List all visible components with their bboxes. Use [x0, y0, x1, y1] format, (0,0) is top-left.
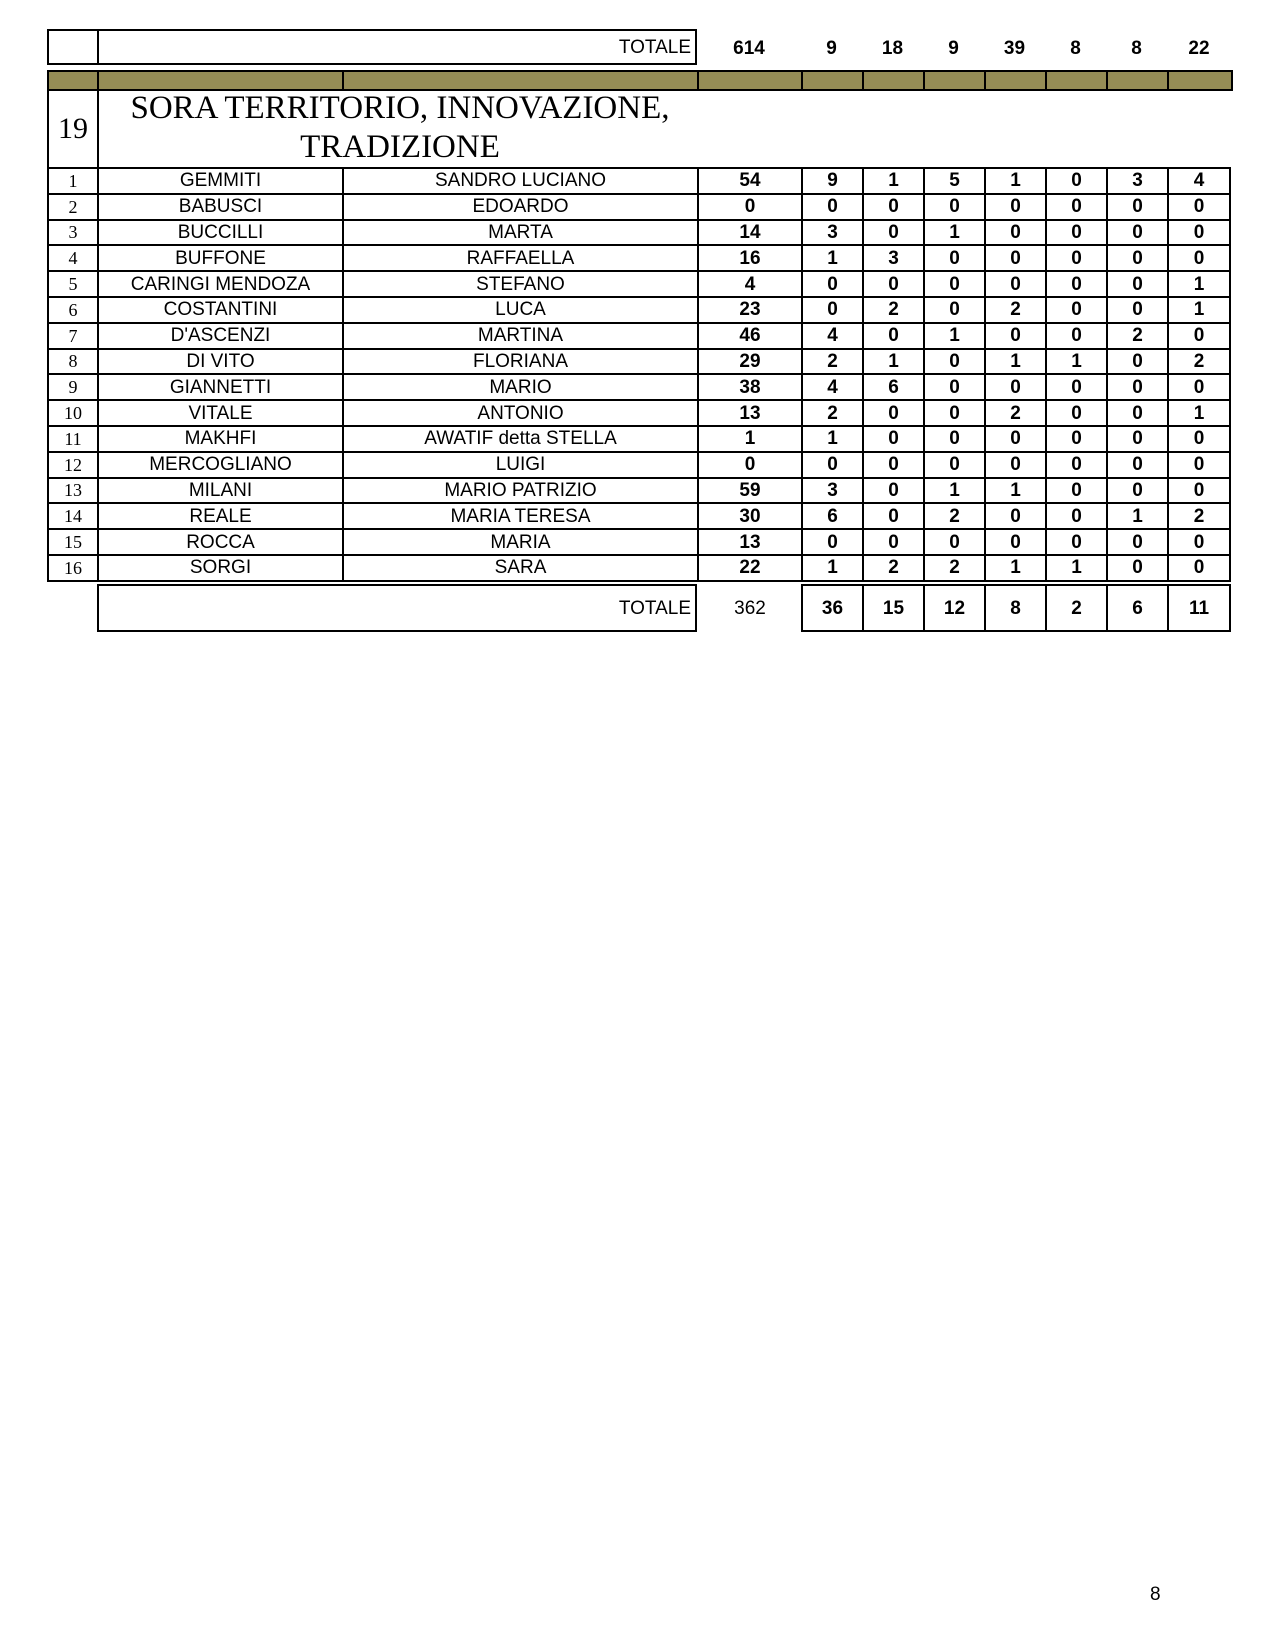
candidate-value: 0: [1106, 219, 1169, 247]
candidate-number: 13: [47, 477, 99, 505]
prev-total-label: TOTALE: [97, 29, 697, 65]
candidate-name: RAFFAELLA: [342, 244, 699, 272]
candidate-name: MARIA: [342, 528, 699, 556]
separator-band-cell: [47, 70, 101, 91]
candidate-value: 1: [923, 322, 986, 350]
separator-band-cell: [862, 70, 925, 91]
candidate-value: 0: [862, 193, 925, 221]
candidate-value: 1: [1106, 502, 1169, 530]
page-number: 8: [1150, 1584, 1161, 1605]
candidate-value: 0: [923, 373, 986, 401]
candidate-name: STEFANO: [342, 270, 699, 298]
candidate-value: 0: [923, 244, 986, 272]
list-total-value: 6: [1106, 584, 1169, 632]
candidate-value: 0: [923, 348, 986, 376]
list-total-value: 12: [923, 584, 986, 632]
candidate-value: 0: [862, 425, 925, 453]
candidate-value: 0: [1167, 193, 1231, 221]
candidate-number: 4: [47, 244, 99, 272]
prev-total-value: 9: [948, 37, 959, 59]
candidate-value: 0: [1106, 296, 1169, 324]
candidate-surname: BABUSCI: [97, 193, 344, 221]
candidate-name: MARIO PATRIZIO: [342, 477, 699, 505]
candidate-value: 0: [1106, 244, 1169, 272]
candidate-surname: ROCCA: [97, 528, 344, 556]
candidate-name: MARTA: [342, 219, 699, 247]
list-name-line1: SORA TERRITORIO, INNOVAZIONE,: [130, 90, 670, 126]
candidate-value: 0: [1106, 451, 1169, 479]
candidate-value: 1: [801, 244, 864, 272]
candidate-value: 0: [1045, 399, 1108, 427]
candidate-value: 3: [801, 477, 864, 505]
candidate-surname: D'ASCENZI: [97, 322, 344, 350]
candidate-name: MARIO: [342, 373, 699, 401]
prev-total-value: 22: [1188, 37, 1210, 59]
list-total-value: 2: [1045, 584, 1108, 632]
candidate-value: 14: [697, 219, 803, 247]
candidate-value: 0: [1167, 554, 1231, 582]
candidate-number: 6: [47, 296, 99, 324]
candidate-value: 0: [984, 451, 1047, 479]
candidate-value: 1: [1167, 399, 1231, 427]
candidate-value: 0: [1167, 373, 1231, 401]
candidate-value: 0: [1106, 270, 1169, 298]
candidate-value: 0: [1167, 244, 1231, 272]
candidate-value: 4: [697, 270, 803, 298]
list-total-label: TOTALE: [97, 584, 697, 632]
candidate-value: 0: [984, 193, 1047, 221]
candidate-value: 0: [862, 219, 925, 247]
candidate-number: 15: [47, 528, 99, 556]
candidate-value: 2: [801, 348, 864, 376]
separator-band-cell: [1167, 70, 1233, 91]
candidate-value: 0: [1045, 477, 1108, 505]
candidate-value: 0: [862, 451, 925, 479]
candidate-value: 0: [862, 477, 925, 505]
candidate-value: 1: [801, 554, 864, 582]
candidate-surname: GEMMITI: [97, 167, 344, 195]
list-total-value: 362: [734, 597, 766, 619]
candidate-value: 2: [1106, 322, 1169, 350]
candidate-value: 2: [1167, 502, 1231, 530]
candidate-value: 0: [862, 502, 925, 530]
candidate-value: 0: [984, 219, 1047, 247]
candidate-value: 0: [1106, 554, 1169, 582]
candidate-value: 0: [1045, 167, 1108, 195]
candidate-value: 6: [801, 502, 864, 530]
candidate-value: 29: [697, 348, 803, 376]
candidate-value: 3: [801, 219, 864, 247]
candidate-name: LUCA: [342, 296, 699, 324]
prev-total-value: 18: [881, 37, 904, 59]
list-name-line2: TRADIZIONE: [300, 129, 500, 165]
candidate-value: 30: [697, 502, 803, 530]
candidate-value: 0: [984, 270, 1047, 298]
separator-band-cell: [342, 70, 701, 91]
prev-total-value: 39: [1003, 37, 1026, 59]
candidate-value: 0: [1045, 296, 1108, 324]
candidate-value: 1: [923, 477, 986, 505]
separator-band-cell: [984, 70, 1047, 91]
candidate-value: 22: [697, 554, 803, 582]
candidate-value: 5: [923, 167, 986, 195]
candidate-value: 1: [697, 425, 803, 453]
candidate-value: 0: [1045, 219, 1108, 247]
candidate-value: 0: [923, 193, 986, 221]
candidate-value: 0: [923, 399, 986, 427]
candidate-value: 0: [984, 373, 1047, 401]
candidate-value: 2: [923, 502, 986, 530]
separator-band-cell: [923, 70, 986, 91]
candidate-value: 2: [862, 296, 925, 324]
candidate-surname: BUFFONE: [97, 244, 344, 272]
candidate-surname: CARINGI MENDOZA: [97, 270, 344, 298]
candidate-value: 0: [1106, 528, 1169, 556]
candidate-value: 1: [984, 477, 1047, 505]
candidate-surname: BUCCILLI: [97, 219, 344, 247]
candidate-number: 3: [47, 219, 99, 247]
candidate-value: 0: [862, 270, 925, 298]
candidate-value: 16: [697, 244, 803, 272]
candidate-value: 0: [1045, 322, 1108, 350]
candidate-value: 4: [801, 322, 864, 350]
candidate-value: 0: [862, 399, 925, 427]
candidate-name: AWATIF detta STELLA: [342, 425, 699, 453]
candidate-value: 0: [697, 193, 803, 221]
candidate-value: 0: [862, 322, 925, 350]
candidate-value: 0: [801, 193, 864, 221]
candidate-number: 5: [47, 270, 99, 298]
separator-band-cell: [697, 70, 803, 91]
candidate-value: 0: [1106, 477, 1169, 505]
candidate-value: 9: [801, 167, 864, 195]
list-number: 19: [47, 89, 99, 169]
candidate-name: MARTINA: [342, 322, 699, 350]
candidate-value: 1: [1167, 270, 1231, 298]
candidate-value: 1: [984, 167, 1047, 195]
candidate-value: 1: [1167, 296, 1231, 324]
candidate-surname: GIANNETTI: [97, 373, 344, 401]
candidate-value: 0: [1106, 399, 1169, 427]
candidate-number: 2: [47, 193, 99, 221]
prev-total-empty-cell: [47, 29, 99, 65]
candidate-surname: VITALE: [97, 399, 344, 427]
candidate-value: 0: [862, 528, 925, 556]
candidate-value: 0: [923, 528, 986, 556]
candidate-value: 0: [1167, 219, 1231, 247]
candidate-value: 59: [697, 477, 803, 505]
candidate-value: 0: [923, 425, 986, 453]
list-total-value: 11: [1167, 584, 1231, 632]
candidate-value: 0: [1045, 373, 1108, 401]
candidate-number: 12: [47, 451, 99, 479]
candidate-surname: COSTANTINI: [97, 296, 344, 324]
candidate-number: 7: [47, 322, 99, 350]
candidate-value: 0: [1045, 528, 1108, 556]
prev-total-value: 8: [1070, 37, 1081, 59]
candidate-value: 46: [697, 322, 803, 350]
candidate-surname: DI VITO: [97, 348, 344, 376]
candidate-value: 0: [801, 270, 864, 298]
candidate-name: LUIGI: [342, 451, 699, 479]
candidate-surname: SORGI: [97, 554, 344, 582]
candidate-value: 0: [1045, 270, 1108, 298]
candidate-value: 3: [1106, 167, 1169, 195]
candidate-value: 1: [801, 425, 864, 453]
candidate-value: 0: [1106, 373, 1169, 401]
candidate-number: 11: [47, 425, 99, 453]
candidate-surname: MILANI: [97, 477, 344, 505]
candidate-value: 1: [1045, 554, 1108, 582]
separator-band-cell: [1045, 70, 1108, 91]
prev-total-value: 614: [733, 37, 765, 59]
candidate-value: 0: [1167, 425, 1231, 453]
candidate-value: 0: [1045, 425, 1108, 453]
candidate-value: 0: [1045, 193, 1108, 221]
candidate-value: 0: [923, 451, 986, 479]
candidate-surname: MAKHFI: [97, 425, 344, 453]
prev-total-value: 8: [1131, 37, 1142, 59]
candidate-value: 2: [984, 399, 1047, 427]
candidate-value: 0: [1106, 348, 1169, 376]
candidate-value: 0: [1167, 477, 1231, 505]
candidate-name: EDOARDO: [342, 193, 699, 221]
candidate-value: 13: [697, 528, 803, 556]
candidate-value: 1: [862, 348, 925, 376]
list-total-value: 15: [862, 584, 925, 632]
candidate-value: 0: [1167, 322, 1231, 350]
candidate-value: 0: [801, 528, 864, 556]
candidate-value: 1: [1045, 348, 1108, 376]
candidate-value: 2: [984, 296, 1047, 324]
list-total-value: 36: [801, 584, 864, 632]
candidate-value: 2: [923, 554, 986, 582]
separator-band-cell: [1106, 70, 1169, 91]
candidate-value: 13: [697, 399, 803, 427]
candidate-value: 0: [1167, 451, 1231, 479]
candidate-value: 2: [801, 399, 864, 427]
candidate-value: 4: [801, 373, 864, 401]
candidate-value: 0: [984, 528, 1047, 556]
candidate-value: 2: [1167, 348, 1231, 376]
candidate-number: 14: [47, 502, 99, 530]
candidate-value: 6: [862, 373, 925, 401]
candidate-value: 0: [984, 244, 1047, 272]
candidate-name: MARIA TERESA: [342, 502, 699, 530]
candidate-value: 0: [1045, 502, 1108, 530]
candidate-value: 0: [1045, 244, 1108, 272]
candidate-value: 54: [697, 167, 803, 195]
list-total-value: 8: [984, 584, 1047, 632]
candidate-name: SANDRO LUCIANO: [342, 167, 699, 195]
prev-total-value: 9: [826, 37, 837, 59]
candidate-value: 0: [1106, 193, 1169, 221]
candidate-number: 8: [47, 348, 99, 376]
candidate-value: 38: [697, 373, 803, 401]
separator-band-cell: [801, 70, 864, 91]
candidate-value: 0: [801, 296, 864, 324]
separator-band-cell: [97, 70, 346, 91]
candidate-name: SARA: [342, 554, 699, 582]
candidate-number: 1: [47, 167, 99, 195]
candidate-number: 16: [47, 554, 99, 582]
candidate-value: 0: [984, 425, 1047, 453]
candidate-value: 0: [1106, 425, 1169, 453]
candidate-value: 23: [697, 296, 803, 324]
candidate-value: 0: [923, 270, 986, 298]
candidate-number: 9: [47, 373, 99, 401]
candidate-name: FLORIANA: [342, 348, 699, 376]
candidate-name: ANTONIO: [342, 399, 699, 427]
candidate-value: 4: [1167, 167, 1231, 195]
candidate-value: 0: [1045, 451, 1108, 479]
candidate-value: 0: [923, 296, 986, 324]
candidate-value: 2: [862, 554, 925, 582]
candidate-value: 0: [697, 451, 803, 479]
candidate-surname: REALE: [97, 502, 344, 530]
candidate-value: 0: [984, 322, 1047, 350]
candidate-number: 10: [47, 399, 99, 427]
candidate-value: 1: [984, 348, 1047, 376]
candidate-value: 0: [1167, 528, 1231, 556]
candidate-value: 0: [984, 502, 1047, 530]
candidate-value: 3: [862, 244, 925, 272]
candidate-surname: MERCOGLIANO: [97, 451, 344, 479]
candidate-value: 1: [862, 167, 925, 195]
candidate-value: 0: [801, 451, 864, 479]
candidate-value: 1: [984, 554, 1047, 582]
candidate-value: 1: [923, 219, 986, 247]
